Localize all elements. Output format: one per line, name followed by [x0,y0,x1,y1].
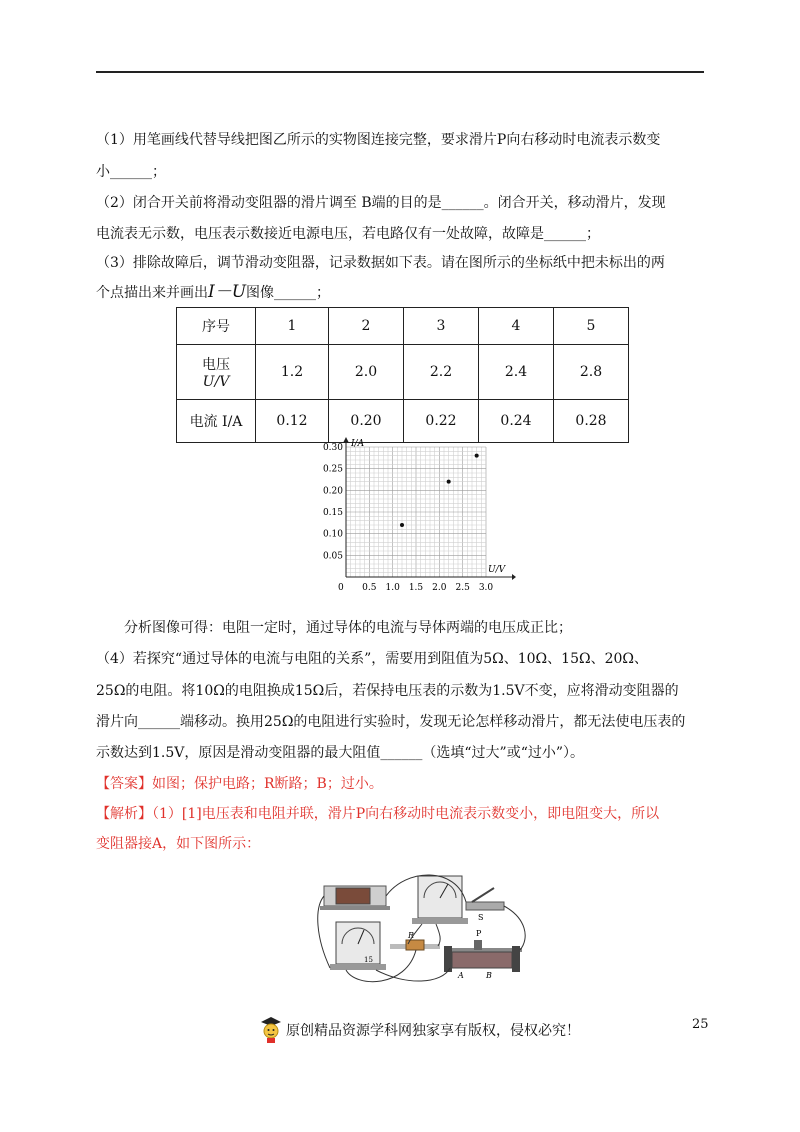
y-tick-label: 0.30 [322,443,343,453]
voltage-header: 电压 [202,357,230,373]
table-cell: 电流 I/A [177,400,256,443]
table-cell: 0.12 [256,400,329,443]
question-1-line-2: 小______； [96,164,166,180]
table-cell: 5 [554,308,629,345]
x-axis-label: U/V [488,565,506,575]
table-cell: 2.8 [554,345,629,400]
question-2-line-1: （2）闭合开关前将滑动变阻器的滑片调至 B端的目的是______。闭合开关，移动滑片，发现 [96,195,666,211]
ammeter-icon [330,922,386,970]
origin-label: 0 [338,583,344,593]
table-cell: 2.2 [404,345,479,400]
table-cell: 4 [479,308,554,345]
table-cell: 序号 [177,308,256,345]
x-axis-arrow [512,574,516,580]
table-cell: 0.22 [404,400,479,443]
table-cell: 2.0 [329,345,404,400]
question-2-line-2: 电流表无示数，电压表示数接近电源电压，若电路仅有一处故障，故障是______； [96,226,600,242]
analysis-text: 分析图像可得：电阻一定时，通过导体的电流与导体两端的电压成正比； [124,620,572,636]
question-4-line-4: 示数达到1.5V，原因是滑动变阻器的最大阻值______（选填“过大”或“过小”）。 [96,745,585,761]
explanation-line-1: 【解析】（1）[1]电压表和电阻并联，滑片P向右移动时电流表示数变小，即电阻变大，所以 [96,806,660,822]
table-cell: 1.2 [256,345,329,400]
slider-label: P [476,929,482,938]
x-tick-label: 3.0 [478,583,494,593]
x-tick-labels [362,583,493,593]
answer-text: 【答案】如图；保护电路；R断路；B；过小。 [96,776,383,792]
y-tick-label: 0.20 [322,486,343,497]
data-table [176,307,629,443]
table-cell: 3 [404,308,479,345]
question-4-line-2: 25Ω的电阻。将10Ω的电阻换成15Ω后，若保持电压表的示数为1.5V不变，应将滑动变阻器的 [96,683,679,699]
y-tick-labels [323,443,343,561]
data-point [475,454,479,458]
switch-icon [466,888,504,922]
terminal-a-label: A [458,971,464,980]
x-tick-label: 1.5 [408,583,424,593]
rheostat-icon [444,929,522,980]
y-tick-label: 0.25 [322,464,343,475]
page-number: 25 [692,1017,709,1032]
x-tick-label: 2.5 [455,583,470,593]
data-point [400,523,404,527]
mascot-logo-icon [258,1014,284,1044]
switch-label: S [478,913,484,922]
question-4-line-1: （4）若探究“通过导体的电流与电阻的关系”，需要用到阻值为5Ω、10Ω、15Ω、20Ω、 [96,651,649,667]
y-axis-label: I/A [351,439,365,449]
y-tick-label: 0.15 [322,508,343,518]
circuit-diagram [316,868,532,992]
voltmeter-icon [412,876,468,924]
data-point [447,480,451,484]
terminal-b-label: B [486,971,492,980]
table-cell: 0.28 [554,400,629,443]
table-cell [177,345,256,400]
table-cell: 0.24 [479,400,554,443]
table-cell: 1 [256,308,329,345]
footer-copyright: 原创精品资源学科网独家享有版权，侵权必究！ [286,1023,580,1039]
table-row [177,308,629,345]
y-tick-label: 0.10 [322,529,343,540]
header-rule [96,71,704,73]
question-3-line-1: （3）排除故障后，调节滑动变阻器，记录数据如下表。请在图所示的坐标纸中把未标出的两 [96,255,665,271]
question-3-line-2 [96,282,708,303]
x-tick-label: 1.0 [385,583,400,593]
iu-math: I－U [208,282,247,302]
question-3-line-2-post: 图像______； [246,285,331,301]
question-3-line-2-pre: 个点描出来并画出 [96,285,208,301]
table-cell: 0.20 [329,400,404,443]
question-1-line-1: （1）用笔画线代替导线把图乙所示的实物图连接完整，要求滑片P向右移动时电流表示数变 [96,132,661,148]
table-cell: 2 [329,308,404,345]
resistor-label: R [408,931,415,940]
battery-icon [320,886,390,910]
y-axis-arrow [343,437,349,443]
graph-grid [346,447,486,577]
voltage-unit: U/V [202,374,230,390]
question-4-line-3: 滑片向______端移动。换用25Ω的电阻进行实验时，发现无论怎样移动滑片，都无法使电压表的 [96,714,686,730]
y-tick-label: 0.05 [322,551,343,562]
explanation-line-2: 变阻器接A，如下图所示： [96,836,261,852]
x-tick-label: 0.5 [362,583,377,593]
table-cell: 2.4 [479,345,554,400]
table-row [177,345,629,400]
x-tick-label: 2.0 [432,583,447,593]
iu-graph [316,436,516,596]
meter-scale-label: 15 [364,956,373,964]
